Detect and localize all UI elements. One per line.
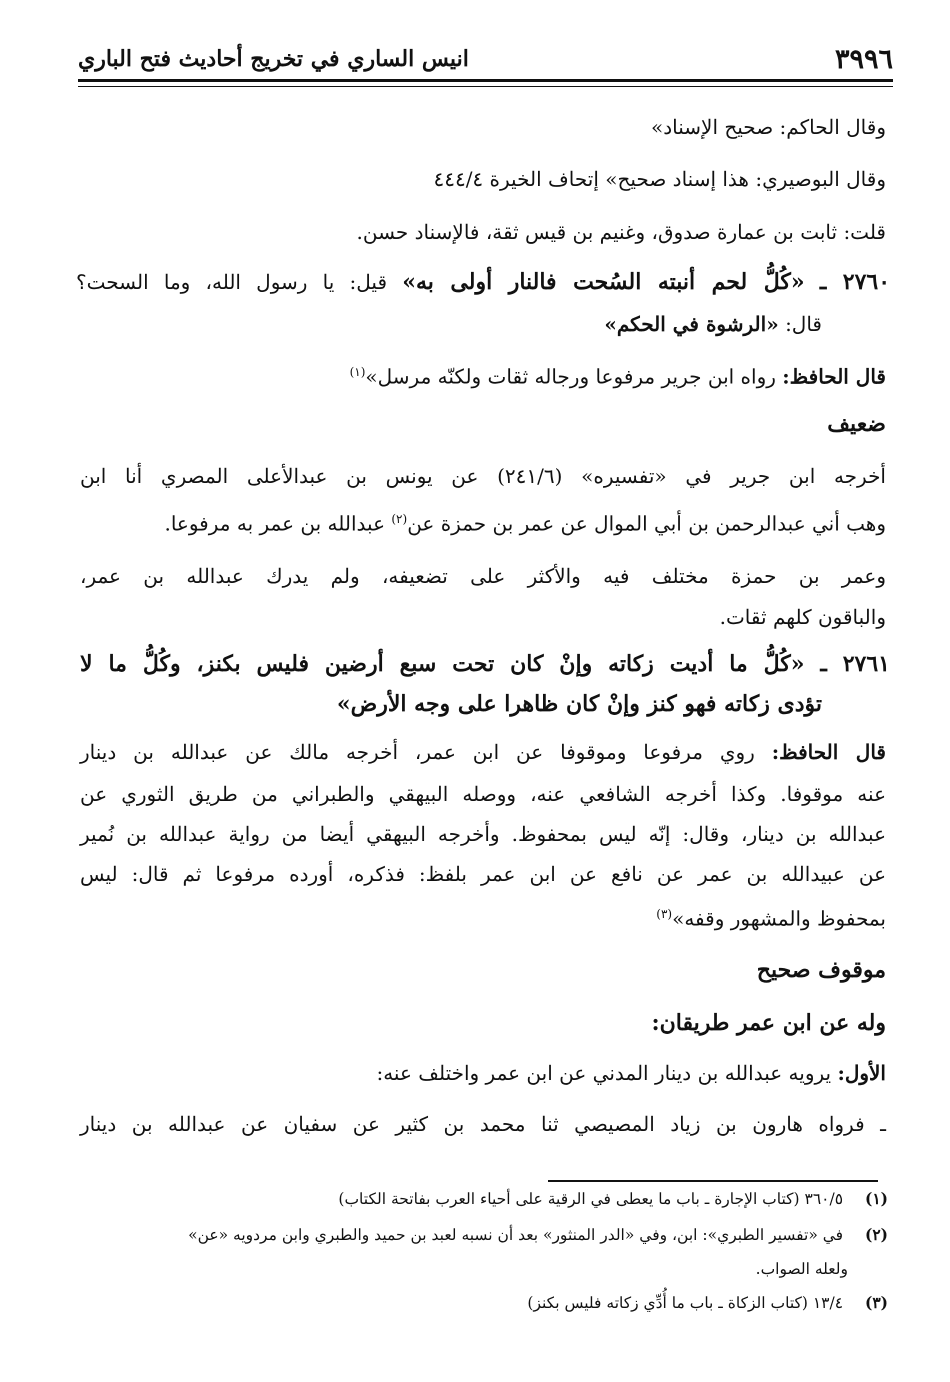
- footnote-ref-3: (٣): [656, 907, 673, 921]
- hadith-2761-line: تؤدى زكاته فهو كنز وإنْ كان ظاهرا على وجه الأرض»: [336, 691, 822, 717]
- footnote-1: [338, 1188, 888, 1210]
- hadith-2761-line: ٢٧٦١ ـ «كُلُّ ما أديت زكاته وإنْ كان تحت سبع أرضين فليس بكنز، وكُلُّ ما لا: [80, 651, 890, 677]
- paragraph-line: عبدالله بن دينار، وقال: إنّه ليس بمحفوظ. وأخرجه البيهقي أيضا من رواية عبدالله بن نُمير: [80, 822, 886, 846]
- paragraph-line: [164, 505, 886, 538]
- paragraph-text: وهب أني عبدالرحمن بن أبي الموال عن عمر بن حمزة عن: [407, 511, 886, 536]
- footnote-separator: [548, 1180, 878, 1182]
- footnote-text: ولعله الصواب.: [755, 1260, 848, 1278]
- paragraph-text: بمحفوظ والمشهور وقفه»: [672, 906, 886, 931]
- page-number: ٣٩٩٦: [834, 44, 893, 75]
- paragraph-line: وعمر بن حمزة مختلف فيه والأكثر على تضعيفه، ولم يدرك عبدالله بن عمر،: [80, 564, 886, 588]
- hadith-text: «كُلُّ لحم أنبته السُحت فالنار أولى به»: [402, 269, 805, 295]
- header-rule: [78, 79, 893, 82]
- footnote-ref-2: (٢): [391, 512, 408, 526]
- text-line: قلت: ثابت بن عمارة صدوق، وغنيم بن قيس ثقة، فالإسناد حسن.: [356, 220, 886, 244]
- hafiz-text: رواه ابن جرير مرفوعا ورجاله ثقات ولكنّه مرسل»: [365, 364, 776, 389]
- footnote-2: [188, 1224, 888, 1246]
- footnote-number: (٢): [864, 1225, 888, 1244]
- paragraph-line: أخرجه ابن جرير في «تفسيره» (٢٤١/٦) عن يونس بن عبدالأعلى المصري أنا ابن: [80, 464, 886, 488]
- text-line: وقال البوصيري: هذا إسناد صحيح» إتحاف الخيرة ٤٤٤/٤: [433, 167, 886, 191]
- hadith-2760: [76, 268, 890, 296]
- paragraph-line: والباقون كلهم ثقات.: [719, 605, 886, 629]
- hadith-number: ٢٧٦٠ ـ: [819, 269, 891, 295]
- running-title: انيس الساري في تخريج أحاديث فتح الباري: [78, 46, 469, 72]
- footnote-number: (٣): [864, 1293, 888, 1312]
- footnote-number: (١): [864, 1189, 888, 1208]
- page-header: [78, 40, 893, 82]
- footnote-text: ٣٦٠/٥ (كتاب الإجارة ـ باب ما يعطى في الرقية على أحياء العرب بفاتحة الكتاب): [338, 1190, 844, 1208]
- paragraph-line: [656, 900, 886, 933]
- hafiz-label: قال الحافظ:: [771, 740, 886, 764]
- footnote-text: ١٣/٤ (كتاب الزكاة ـ باب ما أُدِّي زكاته فليس بكنز): [527, 1294, 844, 1312]
- grade-authentic: موقوف صحيح: [756, 957, 886, 983]
- first-label: الأول:: [837, 1061, 886, 1085]
- paragraph-line: عنه موقوفا. وكذا أخرجه الشافعي عنه، ووصله البيهقي والطبراني من طريق الثوري عن: [80, 782, 886, 806]
- subheading: وله عن ابن عمر طريقان:: [651, 1010, 886, 1036]
- paragraph-text: عبدالله بن عمر به مرفوعا.: [164, 511, 385, 536]
- footnote-text: في «تفسير الطبري»: ابن، وفي «الدر المنثور» بعد أن نسبه لعبد بن حميد والطبري وابن مردويه «عن»: [188, 1226, 844, 1244]
- grade-weak: ضعيف: [827, 411, 886, 437]
- hafiz-text: روي مرفوعا وموقوفا عن ابن عمر، أخرجه مالك عن عبدالله بن دينار: [80, 740, 755, 764]
- answer-label: قال:: [785, 312, 822, 336]
- first-text: يرويه عبدالله بن دينار المدني عن ابن عمر واختلف عنه:: [376, 1061, 832, 1085]
- footnote-ref-1: (١): [349, 365, 366, 379]
- header-rule-thin: [78, 86, 893, 87]
- paragraph-line: عن عبيدالله بن عمر عن نافع عن ابن عمر بلفظ: فذكره، أورده مرفوعا ثم قال: ليس: [80, 862, 886, 886]
- footnote-3: [527, 1292, 888, 1314]
- hafiz-comment-2: [80, 738, 886, 766]
- answer-text: «الرشوة في الحكم»: [604, 312, 779, 336]
- footnote-2-continued: [756, 1258, 848, 1280]
- first-route: [376, 1059, 886, 1087]
- hafiz-label: قال الحافظ:: [782, 364, 886, 389]
- hadith-2760-answer: [604, 310, 822, 338]
- paragraph-line: ـ فرواه هارون بن زياد المصيصي ثنا محمد بن كثير عن سفيان عن عبدالله بن دينار: [80, 1112, 886, 1136]
- text-line: وقال الحاكم: صحيح الإسناد»: [651, 115, 886, 139]
- hafiz-comment-1: [350, 358, 886, 391]
- hadith-question: قيل: يا رسول الله، وما السحت؟: [76, 270, 388, 294]
